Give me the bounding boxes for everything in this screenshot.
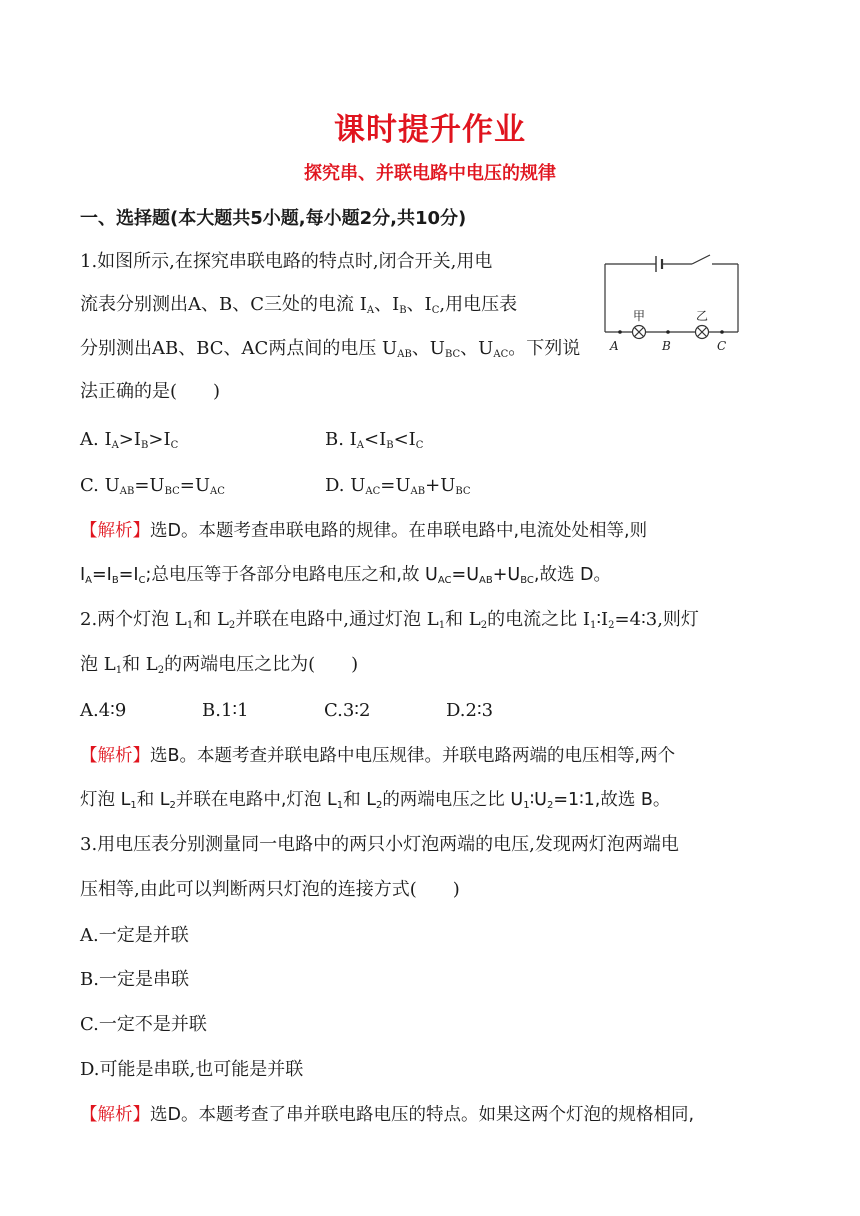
section-heading: 一、选择题(本大题共5小题,每小题2分,共10分)	[80, 208, 467, 229]
q1-line-3: 分别测出AB、BC、AC两点间的电压 $U_{AB}$、$U_{BC}$、$U_{AC}$。下列说	[80, 338, 581, 360]
q1-option-b: B. $I_A<I_B<I_C$	[325, 429, 424, 451]
q2-option-d: D.2∶3	[446, 700, 494, 721]
q2-line-1: 2.两个灯泡 $L_1$和 $L_2$并联在电路中,通过灯泡 $L_1$和 $L_2$的电流之比 $I_1∶I_2=4∶3$,则灯	[80, 609, 699, 631]
q1-option-d: D. $U_{AC}=U_{AB}+U_{BC}$	[325, 475, 471, 497]
page-subtitle: 探究串、并联电路中电压的规律	[304, 163, 556, 184]
q3-line-1: 3.用电压表分别测量同一电路中的两只小灯泡两端的电压,发现两灯泡两端电	[80, 834, 679, 855]
q3-option-b: B.一定是串联	[80, 969, 189, 990]
lamp-jia-label: 甲	[633, 309, 646, 323]
q3-option-c: C.一定不是并联	[80, 1014, 207, 1035]
point-c-label: C	[717, 339, 727, 353]
q1-line-1: 1.如图所示,在探究串联电路的特点时,闭合开关,用电	[80, 251, 493, 272]
q1-line-2: 流表分别测出A、B、C三处的电流 $I_A$、$I_B$、$I_C$,用电压表	[80, 294, 518, 316]
q2-option-b: B.1∶1	[202, 700, 249, 721]
q2-option-a: A.4∶9	[80, 700, 127, 721]
q1-option-c: C. $U_{AB}=U_{BC}=U_{AC}$	[80, 475, 225, 497]
q2-analysis-line-1: 【解析】选B。本题考查并联电路中电压规律。并联电路两端的电压相等,两个	[80, 746, 676, 766]
q2-option-c: C.3∶2	[324, 700, 371, 721]
q3-option-a: A.一定是并联	[80, 925, 189, 946]
circuit-diagram	[596, 250, 746, 360]
q2-analysis-line-2: 灯泡 $L_1$和 $L_2$并联在电路中,灯泡 $L_1$和 $L_2$的两端电压之比 $U_1∶U_2=1∶1$,故选 B。	[80, 790, 671, 811]
q2-line-2: 泡 $L_1$和 $L_2$的两端电压之比为( )	[80, 654, 359, 676]
q3-option-d: D.可能是串联,也可能是并联	[80, 1059, 304, 1080]
lamp-yi-label: 乙	[696, 309, 709, 323]
q3-line-2: 压相等,由此可以判断两只灯泡的连接方式( )	[80, 879, 460, 900]
q1-analysis-line-1: 【解析】选D。本题考查串联电路的规律。在串联电路中,电流处处相等,则	[80, 521, 648, 541]
q1-option-a: A. $I_A>I_B>I_C$	[80, 429, 179, 451]
page-title: 课时提升作业	[334, 112, 526, 148]
q1-line-4: 法正确的是( )	[80, 381, 221, 402]
point-b-label: B	[662, 339, 671, 353]
q1-analysis-line-2: $I_A=I_B=I_C$;总电压等于各部分电路电压之和,故 $U_{AC}=U_{AB}+U_{BC}$,故选 D。	[80, 565, 611, 586]
q3-analysis-line-1: 【解析】选D。本题考查了串并联电路电压的特点。如果这两个灯泡的规格相同,	[80, 1105, 695, 1125]
point-a-label: A	[610, 339, 619, 353]
